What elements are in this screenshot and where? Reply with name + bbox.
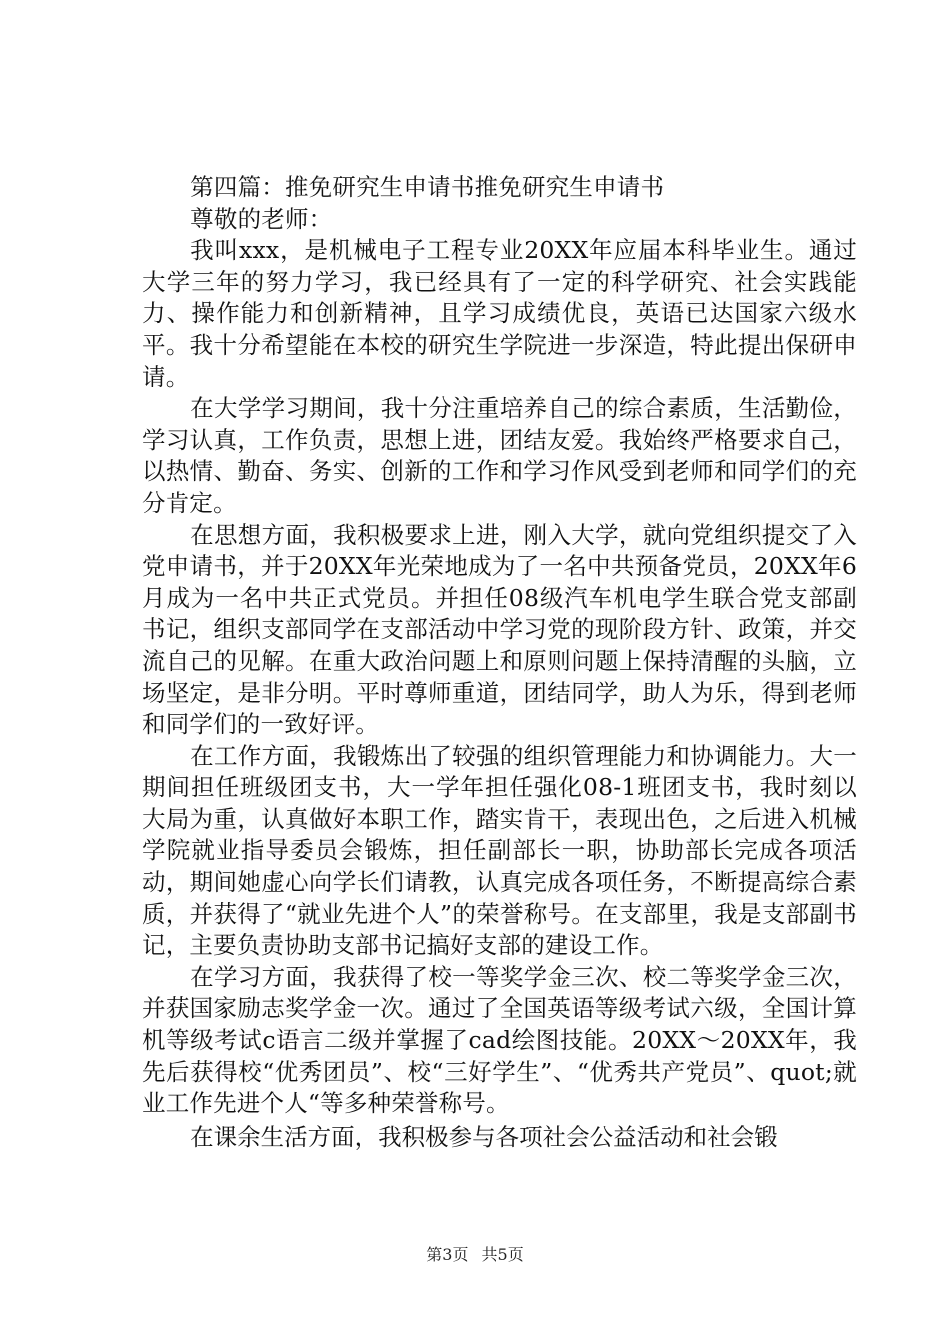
page-footer (0, 1242, 950, 1265)
document-body (142, 172, 857, 1120)
paragraph-work: 在工作方面，我锻炼出了较强的组织管理能力和协调能力。大一期间担任班级团支书，大一学年担任强化08-1班团支书，我时刻以大局为重，认真做好本职工作，踏实肯干，表现出色，之后进入机械学院就业指导委员会锻炼，担任副部长一职，协助部长完成各项活动，期间她虚心向学长们请教，认真完成各项任务，不断提高综合素质，并获得了“就业先进个人”的荣誉称号。在支部里，我是支部副书记，主要负责协助支部书记搞好支部的建设工作。 (142, 741, 857, 960)
page-number: 第3页 (426, 1245, 469, 1264)
paragraph-ideology: 在思想方面，我积极要求上进，刚入大学，就向党组织提交了入党申请书，并于20XX年光荣地成为了一名中共预备党员，20XX年6月成为一名中共正式党员。并担任08级汽车机电学生联合党支部副书记，组织支部同学在支部活动中学习党的现阶段方针、政策，并交流自己的见解。在重大政治问题上和原则问题上保持清醒的头脑，立场坚定，是非分明。平时尊师重道，团结同学，助人为乐，得到老师和同学们的一致好评。 (142, 520, 857, 739)
paragraph-extracurricular: 在课余生活方面，我积极参与各项社会公益活动和社会锻 (190, 1123, 778, 1151)
page-total: 共5页 (481, 1245, 524, 1264)
paragraph-academics: 在学习方面，我获得了校一等奖学金三次、校二等奖学金三次，并获国家励志奖学金一次。通过了全国英语等级考试六级，全国计算机等级考试c语言二级并掌握了cad绘图技能。20XX～20XX年，我先后获得校“优秀团员”、校“三好学生”、“优秀共产党员”、quot;就业工作先进个人“等多种荣誉称号。 (142, 962, 857, 1118)
document-title: 第四篇：推免研究生申请书推免研究生申请书 (190, 173, 665, 201)
salutation: 尊敬的老师： (190, 204, 333, 233)
paragraph-study-period: 在大学学习期间，我十分注重培养自己的综合素质，生活勤俭，学习认真，工作负责，思想上进，团结友爱。我始终严格要求自己，以热情、勤奋、务实、创新的工作和学习作风受到老师和同学们的充分肯定。 (142, 394, 857, 517)
paragraph-intro: 我叫xxx，是机械电子工程专业20XX年应届本科毕业生。通过大学三年的努力学习，我已经具有了一定的科学研究、社会实践能力、操作能力和创新精神，且学习成绩优良，英语已达国家六级水平。我十分希望能在本校的研究生学院进一步深造，特此提出保研申请。 (142, 236, 857, 391)
